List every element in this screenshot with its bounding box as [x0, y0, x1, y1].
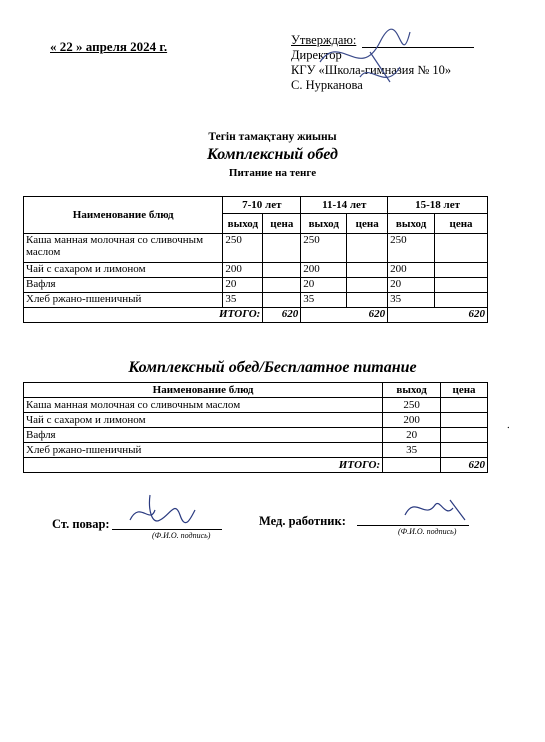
director-signature-scribble: [300, 22, 420, 102]
total-label: ИТОГО:: [24, 458, 383, 473]
dish-out: 200: [388, 263, 435, 278]
col-out: выход: [223, 214, 263, 234]
cook-signature-scribble: [120, 490, 200, 535]
dish-price: [263, 278, 301, 293]
table-row: [24, 278, 488, 293]
med-signature-scribble: [395, 490, 475, 530]
med-hint: (Ф.И.О. подпись): [398, 527, 457, 536]
dish-price: [441, 428, 488, 443]
col-group-15-18: 15-18 лет: [388, 197, 488, 214]
total-value: 620: [441, 458, 488, 473]
table-row: [24, 234, 488, 263]
dish-out: 35: [383, 443, 441, 458]
total-row: [24, 458, 488, 473]
dish-price: [441, 443, 488, 458]
scan-dot: ⸱: [507, 423, 510, 434]
dish-out: 20: [388, 278, 435, 293]
col-out: выход: [383, 383, 441, 398]
total-value: 620: [301, 308, 388, 323]
dish-name: Чай с сахаром и лимоном: [24, 413, 383, 428]
col-price: цена: [347, 214, 388, 234]
dish-out: 35: [388, 293, 435, 308]
document-date: « 22 » апреля 2024 г.: [50, 39, 168, 54]
table-row: [24, 428, 488, 443]
dish-out: 200: [383, 413, 441, 428]
dish-name: Вафля: [24, 428, 383, 443]
col-header-name: Наименование блюд: [24, 197, 223, 234]
dish-price: [435, 278, 488, 293]
cook-label: Ст. повар:: [52, 517, 110, 531]
menu-kz-title: Тегін тамақтану жиыны: [208, 131, 337, 143]
menu2-title: Комплексный обед/Бесплатное питание: [128, 359, 417, 376]
table-row: [24, 263, 488, 278]
approve-line: С. Нурканова: [291, 78, 363, 92]
col-header-name: Наименование блюд: [24, 383, 383, 398]
dish-out: 250: [388, 234, 435, 263]
col-price: цена: [441, 383, 488, 398]
dish-out: 35: [223, 293, 263, 308]
dish-out: 20: [301, 278, 347, 293]
menu-title: Комплексный обед: [207, 146, 338, 163]
dish-name: Хлеб ржано-пшеничный: [24, 293, 223, 308]
dish-out: 250: [223, 234, 263, 263]
total-value: 620: [388, 308, 488, 323]
approve-line: КГУ «Школа-гимназия № 10»: [291, 63, 452, 77]
dish-price: [263, 293, 301, 308]
dish-name: Чай с сахаром и лимоном: [24, 263, 223, 278]
table-row: [24, 443, 488, 458]
col-group-7-10: 7-10 лет: [223, 197, 301, 214]
total-value: 620: [263, 308, 301, 323]
approve-line: Директор: [291, 48, 342, 62]
col-price: цена: [263, 214, 301, 234]
dish-price: [435, 234, 488, 263]
dish-price: [347, 263, 388, 278]
table-row: [24, 398, 488, 413]
col-group-11-14: 11-14 лет: [301, 197, 388, 214]
table-row: [24, 413, 488, 428]
dish-out: 250: [383, 398, 441, 413]
col-price: цена: [435, 214, 488, 234]
total-spacer: [383, 458, 441, 473]
med-label: Мед. работник:: [259, 514, 346, 528]
approve-line: Утверждаю:: [291, 33, 357, 47]
dish-price: [435, 263, 488, 278]
menu-subtitle: Питание на тенге: [228, 167, 317, 179]
dish-price: [263, 263, 301, 278]
total-label: ИТОГО:: [24, 308, 263, 323]
dish-price: [347, 234, 388, 263]
dish-out: 200: [301, 263, 347, 278]
dish-price: [435, 293, 488, 308]
col-out: выход: [301, 214, 347, 234]
dish-price: [441, 398, 488, 413]
table-row: [24, 293, 488, 308]
dish-price: [347, 278, 388, 293]
dish-name: Вафля: [24, 278, 223, 293]
dish-price: [263, 234, 301, 263]
dish-name: Каша манная молочная со сливочным маслом: [24, 398, 383, 413]
dish-price: [347, 293, 388, 308]
col-out: выход: [388, 214, 435, 234]
menu-age-table: [23, 196, 488, 323]
dish-name: Хлеб ржано-пшеничный: [24, 443, 383, 458]
menu-free-table: [23, 382, 488, 473]
dish-name: Каша манная молочная со сливочным маслом: [24, 234, 223, 263]
dish-price: [441, 413, 488, 428]
dish-out: 200: [223, 263, 263, 278]
total-row: [24, 308, 488, 323]
dish-out: 35: [301, 293, 347, 308]
cook-hint: (Ф.И.О. подпись): [152, 531, 211, 540]
dish-out: 250: [301, 234, 347, 263]
dish-out: 20: [223, 278, 263, 293]
dish-out: 20: [383, 428, 441, 443]
